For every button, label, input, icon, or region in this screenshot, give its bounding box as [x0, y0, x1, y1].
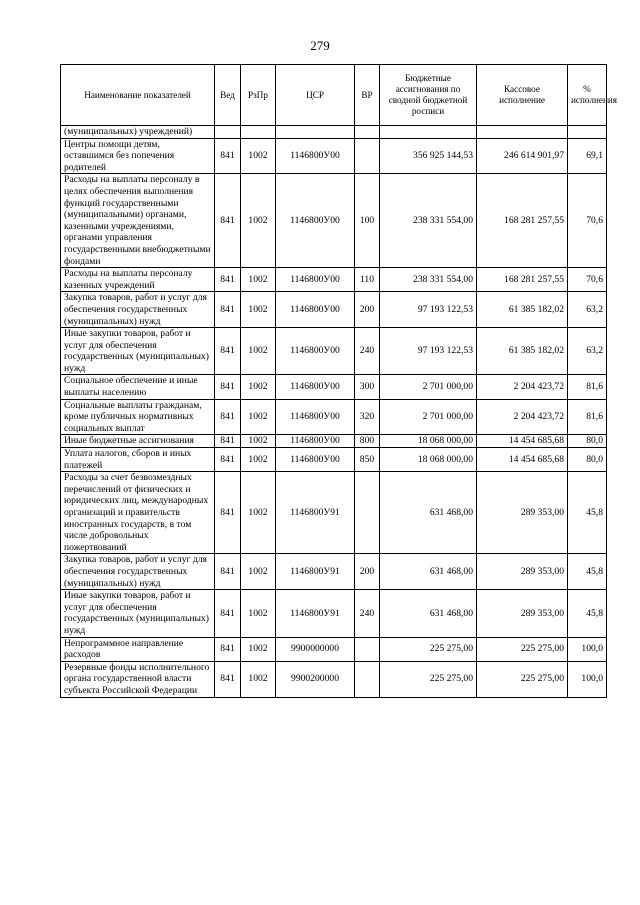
cell-budget-allocations: 225 275,00: [380, 661, 477, 697]
cell-indicator-name: Иные закупки товаров, работ и услуг для обеспечения государственных (муниципальных) нужд: [61, 590, 215, 637]
cell-indicator-name: Закупка товаров, работ и услуг для обеспечения государственных (муниципальных) нужд: [61, 554, 215, 590]
cell-execution-percent: 80,0: [568, 448, 607, 472]
cell-rzpr: 1002: [241, 328, 276, 375]
cell-ved: 841: [215, 661, 241, 697]
cell-ved: 841: [215, 399, 241, 435]
cell-execution-percent: 45,8: [568, 554, 607, 590]
cell-rzpr: 1002: [241, 138, 276, 174]
cell-indicator-name: Социальные выплаты гражданам, кроме публичных нормативных социальных выплат: [61, 399, 215, 435]
cell-execution-percent: 81,6: [568, 375, 607, 399]
cell-budget-allocations: 631 468,00: [380, 554, 477, 590]
cell-execution-percent: 100,0: [568, 637, 607, 661]
header-budget-allocations: Бюджетные ассигнования по сводной бюджетной росписи: [380, 65, 477, 126]
cell-cash-execution: 2 204 423,72: [477, 399, 568, 435]
cell-ved: 841: [215, 328, 241, 375]
cell-csr: 9900200000: [276, 661, 355, 697]
cell-rzpr: 1002: [241, 661, 276, 697]
cell-indicator-name: Резервные фонды исполнительного органа государственной власти субъекта Российской Федерации: [61, 661, 215, 697]
table-row: [61, 292, 607, 328]
cell-vr: [355, 126, 380, 139]
cell-vr: 200: [355, 292, 380, 328]
header-vr: ВР: [355, 65, 380, 126]
cell-csr: 1146800У00: [276, 448, 355, 472]
table-row: [61, 448, 607, 472]
cell-indicator-name: Иные бюджетные ассигнования: [61, 435, 215, 448]
header-csr: ЦСР: [276, 65, 355, 126]
header-ved: Вед: [215, 65, 241, 126]
cell-cash-execution: 289 353,00: [477, 590, 568, 637]
cell-vr: [355, 472, 380, 554]
cell-vr: 240: [355, 328, 380, 375]
table-header-row: [61, 65, 607, 126]
cell-indicator-name: (муниципальных) учреждений): [61, 126, 215, 139]
cell-rzpr: 1002: [241, 268, 276, 292]
cell-execution-percent: 100,0: [568, 661, 607, 697]
cell-rzpr: 1002: [241, 590, 276, 637]
cell-csr: 1146800У00: [276, 435, 355, 448]
cell-budget-allocations: 225 275,00: [380, 637, 477, 661]
cell-ved: 841: [215, 138, 241, 174]
cell-indicator-name: Социальное обеспечение и иные выплаты населению: [61, 375, 215, 399]
cell-rzpr: 1002: [241, 435, 276, 448]
cell-cash-execution: 246 614 901,97: [477, 138, 568, 174]
table-row: [61, 126, 607, 139]
cell-rzpr: 1002: [241, 292, 276, 328]
table-row: [61, 375, 607, 399]
cell-rzpr: [241, 126, 276, 139]
cell-budget-allocations: 2 701 000,00: [380, 375, 477, 399]
cell-ved: 841: [215, 292, 241, 328]
table-row: [61, 637, 607, 661]
cell-budget-allocations: 18 068 000,00: [380, 448, 477, 472]
cell-budget-allocations: 18 068 000,00: [380, 435, 477, 448]
cell-rzpr: 1002: [241, 637, 276, 661]
cell-ved: 841: [215, 590, 241, 637]
cell-vr: [355, 138, 380, 174]
cell-budget-allocations: [380, 126, 477, 139]
cell-rzpr: 1002: [241, 472, 276, 554]
cell-indicator-name: Расходы за счет безвозмездных перечислений от физических и юридических лиц, международных организаций и правительств иностранных государств, в том числе добровольных пожертвований: [61, 472, 215, 554]
table-row: [61, 328, 607, 375]
cell-rzpr: 1002: [241, 448, 276, 472]
table-row: [61, 590, 607, 637]
cell-cash-execution: [477, 126, 568, 139]
cell-budget-allocations: 2 701 000,00: [380, 399, 477, 435]
cell-indicator-name: Расходы на выплаты персоналу казенных учреждений: [61, 268, 215, 292]
cell-vr: [355, 637, 380, 661]
cell-ved: 841: [215, 375, 241, 399]
cell-cash-execution: 168 281 257,55: [477, 268, 568, 292]
cell-vr: [355, 661, 380, 697]
table-row: [61, 138, 607, 174]
cell-budget-allocations: 631 468,00: [380, 472, 477, 554]
cell-csr: 1146800У00: [276, 138, 355, 174]
cell-cash-execution: 225 275,00: [477, 637, 568, 661]
header-rzpr: РзПр: [241, 65, 276, 126]
cell-csr: 1146800У00: [276, 328, 355, 375]
cell-indicator-name: Непрограммное направление расходов: [61, 637, 215, 661]
cell-execution-percent: 45,8: [568, 472, 607, 554]
table-row: [61, 174, 607, 268]
budget-execution-table: [60, 64, 618, 698]
cell-csr: 1146800У00: [276, 375, 355, 399]
cell-ved: 841: [215, 174, 241, 268]
cell-budget-allocations: 356 925 144,53: [380, 138, 477, 174]
cell-indicator-name: Закупка товаров, работ и услуг для обеспечения государственных (муниципальных) нужд: [61, 292, 215, 328]
cell-execution-percent: 70,6: [568, 268, 607, 292]
header-indicator-name: Наименование показателей: [61, 65, 215, 126]
cell-vr: 320: [355, 399, 380, 435]
cell-cash-execution: 14 454 685,68: [477, 435, 568, 448]
cell-rzpr: 1002: [241, 174, 276, 268]
cell-cash-execution: 2 204 423,72: [477, 375, 568, 399]
cell-budget-allocations: 238 331 554,00: [380, 174, 477, 268]
cell-csr: 1146800У00: [276, 174, 355, 268]
cell-vr: 800: [355, 435, 380, 448]
table-body: [61, 126, 607, 698]
header-execution-percent: % исполнения: [568, 65, 607, 126]
cell-vr: 110: [355, 268, 380, 292]
table-row: [61, 268, 607, 292]
cell-execution-percent: [568, 126, 607, 139]
cell-execution-percent: 45,8: [568, 590, 607, 637]
table-row: [61, 435, 607, 448]
table-row: [61, 399, 607, 435]
cell-execution-percent: 80,0: [568, 435, 607, 448]
cell-budget-allocations: 97 193 122,53: [380, 292, 477, 328]
cell-cash-execution: 225 275,00: [477, 661, 568, 697]
cell-execution-percent: 63,2: [568, 292, 607, 328]
cell-rzpr: 1002: [241, 375, 276, 399]
cell-execution-percent: 63,2: [568, 328, 607, 375]
cell-vr: 850: [355, 448, 380, 472]
cell-csr: 1146800У91: [276, 590, 355, 637]
cell-indicator-name: Расходы на выплаты персоналу в целях обеспечения выполнения функций государственными (муниципальными) органами, казенными учреждениями, органами управления государственными внебюджетными фондами: [61, 174, 215, 268]
cell-ved: 841: [215, 268, 241, 292]
cell-ved: 841: [215, 435, 241, 448]
cell-ved: 841: [215, 554, 241, 590]
cell-csr: 1146800У91: [276, 554, 355, 590]
cell-cash-execution: 61 385 182,02: [477, 292, 568, 328]
cell-indicator-name: Иные закупки товаров, работ и услуг для обеспечения государственных (муниципальных) нужд: [61, 328, 215, 375]
table-row: [61, 661, 607, 697]
cell-indicator-name: Уплата налогов, сборов и иных платежей: [61, 448, 215, 472]
cell-cash-execution: 289 353,00: [477, 472, 568, 554]
cell-vr: 200: [355, 554, 380, 590]
cell-ved: 841: [215, 448, 241, 472]
cell-cash-execution: 168 281 257,55: [477, 174, 568, 268]
cell-cash-execution: 14 454 685,68: [477, 448, 568, 472]
cell-cash-execution: 289 353,00: [477, 554, 568, 590]
cell-csr: 1146800У00: [276, 268, 355, 292]
cell-budget-allocations: 97 193 122,53: [380, 328, 477, 375]
cell-ved: [215, 126, 241, 139]
cell-ved: 841: [215, 637, 241, 661]
cell-csr: 1146800У91: [276, 472, 355, 554]
cell-indicator-name: Центры помощи детям, оставшимся без попечения родителей: [61, 138, 215, 174]
cell-budget-allocations: 631 468,00: [380, 590, 477, 637]
cell-csr: 1146800У00: [276, 399, 355, 435]
cell-budget-allocations: 238 331 554,00: [380, 268, 477, 292]
cell-ved: 841: [215, 472, 241, 554]
cell-csr: [276, 126, 355, 139]
cell-vr: 240: [355, 590, 380, 637]
table-row: [61, 554, 607, 590]
cell-csr: 9900000000: [276, 637, 355, 661]
cell-execution-percent: 81,6: [568, 399, 607, 435]
cell-rzpr: 1002: [241, 554, 276, 590]
page-number: 279: [310, 38, 330, 53]
cell-csr: 1146800У00: [276, 292, 355, 328]
cell-vr: 300: [355, 375, 380, 399]
cell-execution-percent: 69,1: [568, 138, 607, 174]
cell-cash-execution: 61 385 182,02: [477, 328, 568, 375]
table-row: [61, 472, 607, 554]
header-cash-execution: Кассовое исполнение: [477, 65, 568, 126]
cell-execution-percent: 70,6: [568, 174, 607, 268]
cell-vr: 100: [355, 174, 380, 268]
cell-rzpr: 1002: [241, 399, 276, 435]
